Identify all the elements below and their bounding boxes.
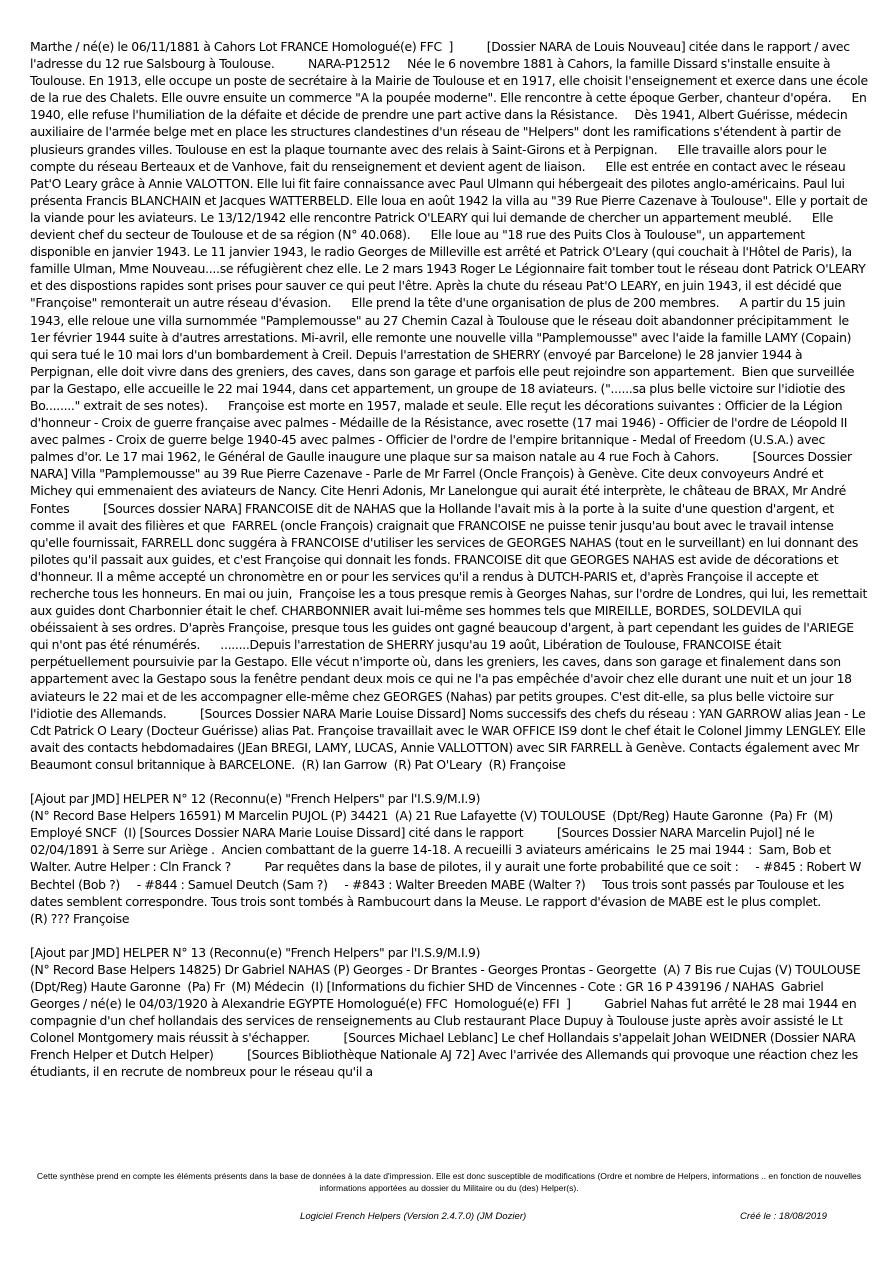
paragraph-helper-12: [Ajout par JMD] HELPER N° 12 (Reconnu(e) "French Helpers" par l'I.S.9/M.I.9) (N° Record Base Helpers 16591) M Marcelin PUJOL (P) 34421 (A) 21 Rue Lafayette (V) TOULOUSE (Dpt/Reg) Haute Garonne (Pa) Fr (M) Employé SNCF (I) [Sources Dossier NARA Marie Louise Dissard] cité dans le rapport [Sources Dossier NARA Marcelin Pujol] né le 02/04/1891 à Serre sur Ariège . Ancien combattant de la guerre 14-18. A recueilli 3 aviateurs américains le 25 mai 1944 : Sam, Bob et Walter. Autre Helper : Cln Franck ? Par requêtes dans la base de pilotes, il y aurait une forte probabilité que ce soit : - #845 : Robert W Bechtel (Bob ?) - #844 : Samuel Deutch (Sam ?) - #843 : Walter Breeden MABE (Walter ?) Tous trois sont passés par Toulouse et les dates semblent correspondre. Tous trois sont tombés à Rambucourt dans la Meuse. Le rapport d'évasion de MABE est le plus complet. (R) ??? Françoise — [30, 791, 862, 926]
software-credit: Logiciel French Helpers (Version 2.4.7.0) (JM Dozier) — [300, 1211, 527, 1222]
creation-date: Créé le : 18/08/2019 — [740, 1211, 827, 1222]
paragraph-helper-13: [Ajout par JMD] HELPER N° 13 (Reconnu(e) "French Helpers" par l'I.S.9/M.I.9) (N° Record Base Helpers 14825) Dr Gabriel NAHAS (P) Georges - Dr Brantes - Georges Prontas - Georgette (A) 7 Bis rue Cujas (V) TOULOUSE (Dpt/Reg) Haute Garonne (Pa) Fr (M) Médecin (I) [Informations du fichier SHD de Vincennes - Cote : GR 16 P 439196 / NAHAS Gabriel Georges / né(e) le 04/03/1920 à Alexandrie EGYPTE Homologué(e) FFC Homologué(e) FFI ] Gabriel Nahas fut arrêté le 28 mai 1944 en compagnie d'un chef hollandais des services de renseignements au Club restaurant Place Dupuy à Toulouse juste après avoir assisté le Lt Colonel Montgomery mais réussit à s'échapper. [Sources Michael Leblanc] Le chef Hollandais s'appelait Johan WEIDNER (Dossier NARA French Helper et Dutch Helper) [Sources Bibliothèque Nationale AJ 72] Avec l'arrivée des Allemands qui provoque une réaction chez les étudiants, il en recrute de nombreux pour le réseau qu'il a — [30, 944, 861, 1080]
disclaimer-note: Cette synthèse prend en compte les éléments présents dans la base de données à la date d'impression. Elle est donc susceptible de modifications (Ordre et nombre de Helpers, informations .. en fonction de nouvelles informations apportées au dossier du Militaire ou du (des) Helper(s). — [36, 1171, 862, 1193]
document-body — [30, 38, 872, 1081]
paragraph-dissard: Marthe / né(e) le 06/11/1881 à Cahors Lot FRANCE Homologué(e) FFC ] [Dossier NARA de Louis Nouveau] citée dans le rapport / avec l'adresse du 12 rue Salsbourg à Toulouse. NARA-P12512 Née le 6 novembre 1881 à Cahors, la famille Dissard s'installe ensuite à Toulouse. En 1913, elle occupe un poste de secrétaire à la Mairie de Toulouse et en 1917, elle choisit l'enseignement et exerce dans une école de la rue des Chalets. Elle ouvre ensuite un commerce "A la poupée moderne". Elle rencontre à cette époque Gerber, chanteur d'opéra. En 1940, elle refuse l'humiliation de la défaite et décide de prendre une part active dans la Résistance. Dès 1941, Albert Guérisse, médecin auxiliaire de l'armée belge met en place les structures clandestines d'un réseau de "Helpers" dont les ramifications s'étendent à partir de plusieurs grandes villes. Toulouse en est la plaque tournante avec des relais à Saint-Girons et à Perpignan. Elle travaille alors pour le compte du réseau Berteaux et de Vanhove, fait du renseignement et devient agent de liaison. Elle est entrée en contact avec le réseau Pat'O Leary grâce à Annie VALOTTON. Elle lui fit faire connaissance avec Paul Ulmann qui hébergeait des pilotes anglo-américains. Paul lui présenta Francis BLANCHAIN et Jacques WATTERBELD. Elle loua en août 1942 la villa au "39 Rue Pierre Cazenave à Toulouse". Elle y portait de la viande pour les aviateurs. Le 13/12/1942 elle rencontre Patrick O'LEARY qui lui demande de chercher un appartement meublé. Elle devient chef du secteur de Toulouse et de sa région (N° 40.068). Elle loue au "18 rue des Puits Clos à Toulouse", un appartement disponible en janvier 1943. Le 11 janvier 1943, le radio Georges de Milleville est arrêté et Patrick O'Leary (qui couchait à l'Hôtel de Paris), la famille Ulman, Mme Nouveau....se réfugièrent chez elle. Le 2 mars 1943 Roger Le Légionnaire fait tomber tout le réseau dont Patrick O'LEARY et des dispostions rapides sont prises pour sauver ce qui peut l'être. Après la chute du réseau Pat'O LEARY, en juin 1943, il est décidé que "Françoise" remonterait un autre réseau d'évasion. Elle prend la tête d'une organisation de plus de 200 membres. A partir du 15 juin 1943, elle reloue une villa surnommée "Pamplemousse" au 27 Chemin Cazal à Toulouse que le réseau doit abandonner précipitamment le 1er février 1944 suite à d'autres arrestations. Mi-avril, elle remonte une nouvelle villa "Pamplemousse" avec l'aide la famille LAMY (Copain) qui sera tué le 10 mai lors d'un bombardement à Creil. Depuis l'arrestation de SHERRY (envoyé par Barcelone) le 28 janvier 1944 à Perpignan, elle doit vivre dans des greniers, des caves, dans son garage et parfois elle peut rejoindre son appartement. Bien que surveillée par la Gestapo, elle accueille le 22 mai 1944, dans cet appartement, un groupe de 18 aviateurs. ("......sa plus belle victoire sur l'idiotie des Bo........" extrait de ses notes). Françoise est morte en 1957, malade et seule. Elle reçut les décorations suivantes : Officier de la Légion d'honneur - Croix de guerre française avec palmes - Médaille de la Résistance, avec rosette (17 mai 1946) - Officier de l'ordre de Léopold II avec palmes - Croix de guerre belge 1940-45 avec palmes - Officier de l'ordre de l'empire britannique - Medal of Freedom (U.S.A.) avec palmes d'or. Le 17 mai 1962, le Général de Gaulle inaugure une plaque sur sa maison natale au 4 rue Foch à Cahors. [Sources Dossier NARA] Villa "Pamplemousse" au 39 Rue Pierre Cazenave - Parle de Mr Farrel (Oncle François) à Genève. Cite deux convoyeurs André et Michey qui emmenaient des aviateurs de Nancy. Cite Henri Adonis, Mr Lanelongue qui aurait été interprète, le château de BRAX, Mr André Fontes [Sources dossier NARA] FRANCOISE dit de NAHAS que la Hollande l'avait mis à la porte à la suite d'une question d'argent, et comme il avait des filières et que FARREL (oncle François) craignait que FRANCOISE ne puisse tenir jusqu'au bout avec le travail intense qu'elle fournissait, FARRELL donc suggéra à FRANCOISE d'utiliser les services de GEORGES NAHAS (tout en le surveillant) en lui donnant des pilotes qu'il passait aux guides, et c'est Françoise qui donnait les fonds. FRANCOISE dit que GEORGES NAHAS est avide de décorations et d'honneur. Il a même accepté un chronomètre en or pour les services qu'il a rendus à DUTCH-PARIS et, d'après Françoise il accepte et recherche tous les honneurs. En mai ou juin, Françoise les a tous presque remis à Georges Nahas, sur l'ordre de Londres, qui lui, les remettait aux guides dont Charbonnier était le chef. CHARBONNIER avait lui-même ses hommes tels que MIREILLE, BORDES, SOLDEVILA qui obéissaient à ses ordres. D'après Françoise, presque tous les guides ont gagné beaucoup d'argent, à part cependant les guides de l'ARIEGE qui n'ont pas été rénumérés. ........Depuis l'arrestation de SHERRY jusqu'au 19 août, Libération de Toulouse, FRANCOISE était perpétuellement poursuivie par la Gestapo. Elle vécut n'importe où, dans les greniers, les caves, dans son garage et finalement dans son appartement avec la Gestapo sous la fenêtre pendant deux mois ce qui ne l'a pas empêchée d'avoir chez elle durant une nuit et un jour 18 aviateurs le 22 mai et de les accompagner elle-même chez GEORGES (Nahas) par petits groupes. C'est dit-elle, sa plus belle victoire sur l'idiotie des Allemands. [Sources Dossier NARA Marie Louise Dissard] Noms successifs des chefs du réseau : YAN GARROW alias Jean - Le Cdt Patrick O Leary (Docteur Guérisse) alias Pat. Françoise travaillait avec le WAR OFFICE IS9 dont le chef était le Colonel Jimmy LENGLEY. Elle avait des contacts hebdomadaires (JEan BREGI, LAMY, LUCAS, Annie VALLOTTON) avec SIR FARRELL à Genève. Contacts également avec Mr Beaumont consul britannique à BARCELONE. (R) Ian Garrow (R) Pat O'Leary (R) Françoise — [30, 39, 872, 772]
